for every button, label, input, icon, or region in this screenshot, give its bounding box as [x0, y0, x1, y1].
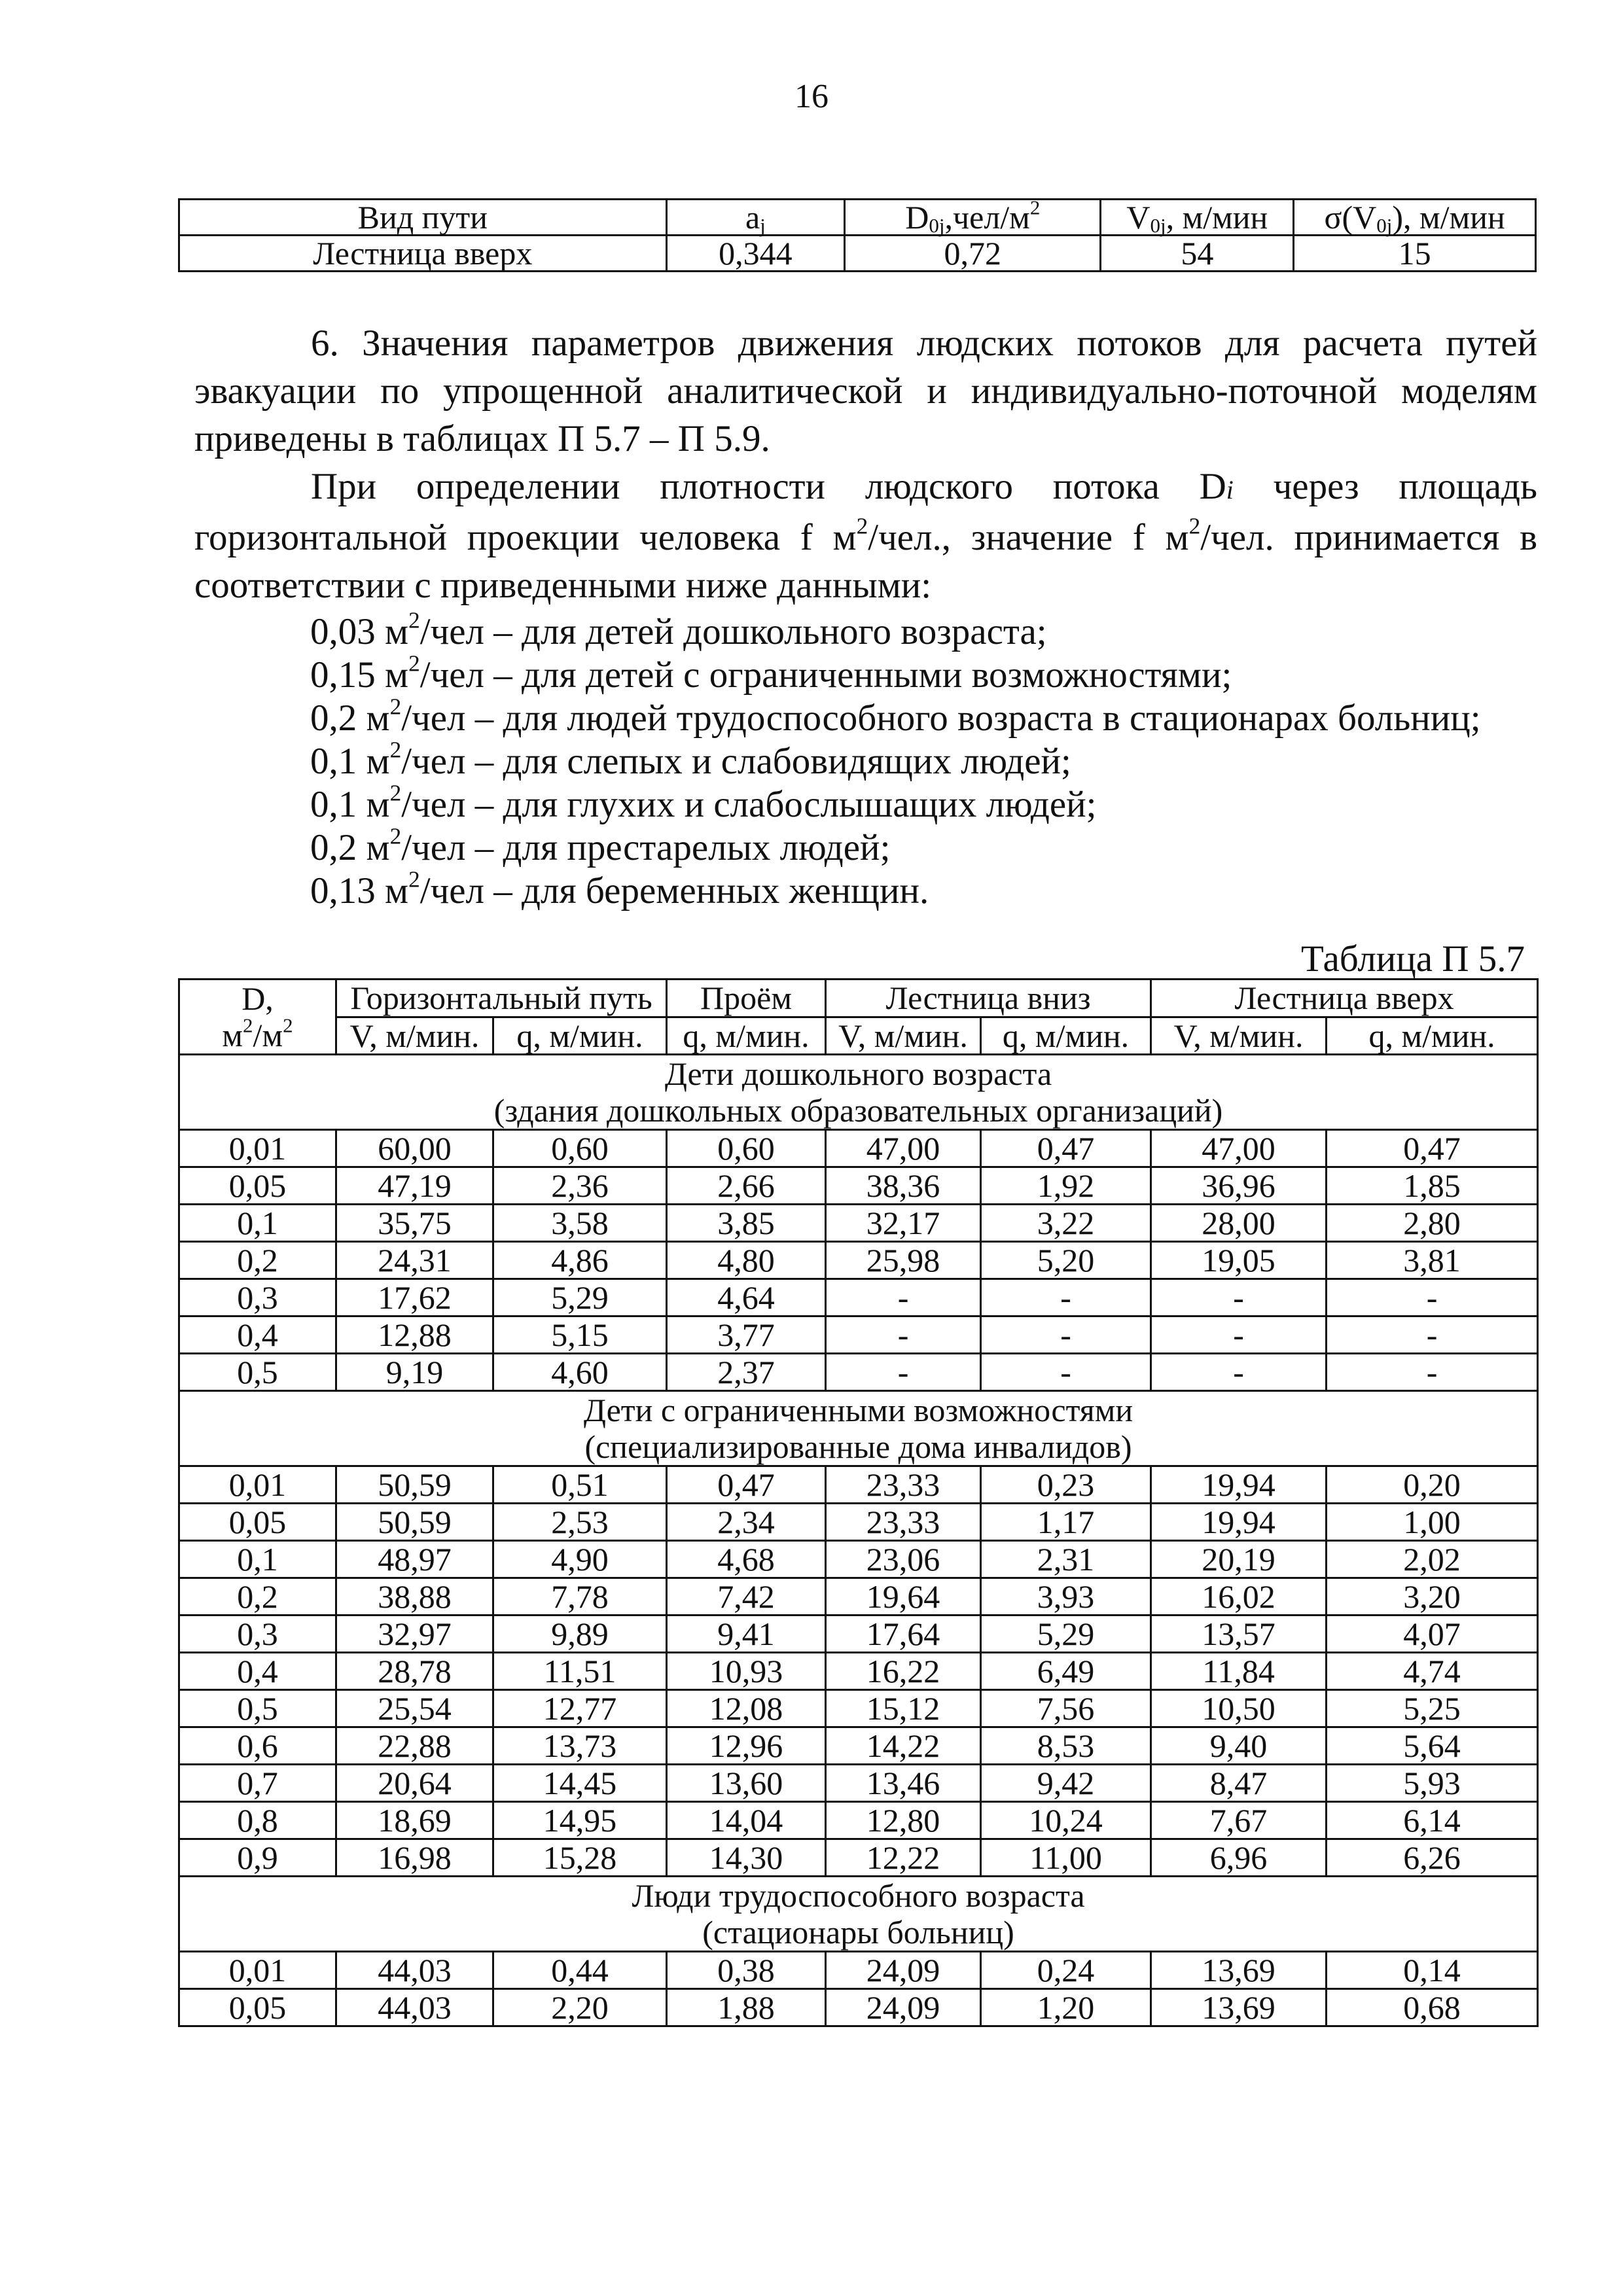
- value-cell: 1,88: [667, 1989, 826, 2026]
- cell: Лестница вверх: [179, 236, 667, 272]
- density-cell: 0,01: [179, 1130, 336, 1167]
- value-cell: 1,92: [981, 1167, 1151, 1205]
- value-cell: 2,31: [981, 1541, 1151, 1578]
- value-cell: 47,00: [826, 1130, 981, 1167]
- value-cell: 20,64: [336, 1765, 493, 1802]
- value-cell: -: [981, 1354, 1151, 1391]
- density-cell: 0,01: [179, 1952, 336, 1989]
- header-path-type: Вид пути: [179, 200, 667, 236]
- density-cell: 0,1: [179, 1541, 336, 1578]
- value-cell: 50,59: [336, 1466, 493, 1504]
- value-cell: 32,97: [336, 1616, 493, 1653]
- sub-header: V, м/мин.: [336, 1017, 493, 1055]
- value-cell: 2,20: [493, 1989, 667, 2026]
- value-cell: 13,57: [1151, 1616, 1327, 1653]
- value-cell: 9,41: [667, 1616, 826, 1653]
- value-cell: 15,12: [826, 1690, 981, 1727]
- table-row: [179, 1541, 1538, 1578]
- value-cell: 14,95: [493, 1802, 667, 1839]
- value-cell: 35,75: [336, 1205, 493, 1242]
- value-cell: 4,64: [667, 1279, 826, 1316]
- table-row: [179, 1578, 1538, 1616]
- value-cell: 24,09: [826, 1989, 981, 2026]
- density-cell: 0,1: [179, 1205, 336, 1242]
- density-cell: 0,3: [179, 1279, 336, 1316]
- value-cell: 20,19: [1151, 1541, 1327, 1578]
- value-cell: 11,84: [1151, 1653, 1327, 1690]
- value-cell: 12,08: [667, 1690, 826, 1727]
- value-cell: 16,02: [1151, 1578, 1327, 1616]
- section-title-line: Дети дошкольного возраста: [664, 1055, 1052, 1092]
- density-cell: 0,2: [179, 1242, 336, 1279]
- value-cell: 44,03: [336, 1989, 493, 2026]
- value-cell: 2,37: [667, 1354, 826, 1391]
- parameters-header-row: [179, 200, 1536, 236]
- paragraph-density: [194, 463, 1537, 609]
- parameters-data-row: [179, 236, 1536, 272]
- value-cell: 13,69: [1151, 1952, 1327, 1989]
- value-cell: 14,04: [667, 1802, 826, 1839]
- section-subtitle-line: (стационары больниц): [702, 1914, 1014, 1951]
- sub-header: V, м/мин.: [826, 1017, 981, 1055]
- section-title: [179, 1055, 1538, 1130]
- value-cell: 10,93: [667, 1653, 826, 1690]
- value-cell: 24,31: [336, 1242, 493, 1279]
- table-row: [179, 1653, 1538, 1690]
- value-cell: -: [1151, 1354, 1327, 1391]
- section-header-row: [179, 1391, 1538, 1466]
- group-header-row: [179, 980, 1538, 1017]
- value-cell: 3,81: [1327, 1242, 1538, 1279]
- header-horizontal: Горизонтальный путь: [336, 980, 667, 1017]
- value-cell: 13,46: [826, 1765, 981, 1802]
- value-cell: 4,80: [667, 1242, 826, 1279]
- value-cell: 5,20: [981, 1242, 1151, 1279]
- table-row: [179, 1952, 1538, 1989]
- value-cell: 38,36: [826, 1167, 981, 1205]
- value-cell: 0,47: [981, 1130, 1151, 1167]
- value-cell: 13,73: [493, 1727, 667, 1765]
- value-cell: 2,02: [1327, 1541, 1538, 1578]
- sub-header-row: [179, 1017, 1538, 1055]
- density-cell: 0,4: [179, 1653, 336, 1690]
- value-cell: 47,19: [336, 1167, 493, 1205]
- value-cell: -: [981, 1316, 1151, 1354]
- section-title-line: Дети с ограниченными возможностями: [583, 1392, 1133, 1428]
- value-cell: 5,25: [1327, 1690, 1538, 1727]
- cell: 54: [1101, 236, 1294, 272]
- value-cell: 0,14: [1327, 1952, 1538, 1989]
- value-cell: 6,14: [1327, 1802, 1538, 1839]
- section-title: [179, 1391, 1538, 1466]
- value-cell: 24,09: [826, 1952, 981, 1989]
- value-cell: 11,51: [493, 1653, 667, 1690]
- value-cell: 4,90: [493, 1541, 667, 1578]
- value-cell: 50,59: [336, 1504, 493, 1541]
- cell: 0,72: [845, 236, 1101, 272]
- value-cell: 19,64: [826, 1578, 981, 1616]
- movement-parameters-table: [178, 978, 1539, 2027]
- value-cell: 14,30: [667, 1839, 826, 1877]
- value-cell: 17,64: [826, 1616, 981, 1653]
- value-cell: 60,00: [336, 1130, 493, 1167]
- table-row: [179, 1354, 1538, 1391]
- value-cell: 36,96: [1151, 1167, 1327, 1205]
- value-cell: 12,96: [667, 1727, 826, 1765]
- value-cell: 0,47: [1327, 1130, 1538, 1167]
- value-cell: 47,00: [1151, 1130, 1327, 1167]
- value-cell: 7,56: [981, 1690, 1151, 1727]
- list-item: 0,2 $м^2$/чел – для людей трудоспособного возраста в стационарах больниц;: [310, 694, 1481, 739]
- value-cell: 0,60: [493, 1130, 667, 1167]
- value-cell: 19,94: [1151, 1466, 1327, 1504]
- page-number: 16: [794, 78, 829, 115]
- density-cell: 0,2: [179, 1578, 336, 1616]
- value-cell: 2,36: [493, 1167, 667, 1205]
- value-cell: 32,17: [826, 1205, 981, 1242]
- paragraph-text: 6. Значения параметров движения людских потоков для расчета путей эвакуации по упрощенной аналитической и индивидуально-поточной моделям приведены в таблицах П 5.7 – П 5.9.: [194, 323, 1537, 459]
- value-cell: 4,07: [1327, 1616, 1538, 1653]
- value-cell: 1,00: [1327, 1504, 1538, 1541]
- value-cell: 9,42: [981, 1765, 1151, 1802]
- value-cell: 0,23: [981, 1466, 1151, 1504]
- value-cell: 4,60: [493, 1354, 667, 1391]
- value-cell: 10,50: [1151, 1690, 1327, 1727]
- table-row: [179, 1205, 1538, 1242]
- value-cell: 11,00: [981, 1839, 1151, 1877]
- list-item: 0,15 $м^2$/чел – для детей с ограниченными возможностями;: [310, 650, 1232, 696]
- table-row: [179, 1616, 1538, 1653]
- value-cell: 12,88: [336, 1316, 493, 1354]
- value-cell: 0,44: [493, 1952, 667, 1989]
- header-d0j: $D_{0j},чел/м^2$: [845, 200, 1101, 236]
- value-cell: 9,19: [336, 1354, 493, 1391]
- density-cell: 0,7: [179, 1765, 336, 1802]
- value-cell: 5,64: [1327, 1727, 1538, 1765]
- value-cell: 0,20: [1327, 1466, 1538, 1504]
- value-cell: 13,69: [1151, 1989, 1327, 2026]
- density-cell: 0,8: [179, 1802, 336, 1839]
- value-cell: 1,17: [981, 1504, 1151, 1541]
- section-subtitle-line: (специализированные дома инвалидов): [584, 1428, 1132, 1465]
- table-row: [179, 1167, 1538, 1205]
- value-cell: 3,20: [1327, 1578, 1538, 1616]
- value-cell: 5,29: [981, 1616, 1151, 1653]
- value-cell: 7,67: [1151, 1802, 1327, 1839]
- table-row: [179, 1727, 1538, 1765]
- value-cell: -: [826, 1279, 981, 1316]
- list-item: 0,2 $м^2$/чел – для престарелых людей;: [310, 823, 891, 868]
- value-cell: 25,98: [826, 1242, 981, 1279]
- value-cell: 4,86: [493, 1242, 667, 1279]
- density-cell: 0,3: [179, 1616, 336, 1653]
- value-cell: 7,42: [667, 1578, 826, 1616]
- cell: 0,344: [666, 236, 844, 272]
- value-cell: 4,68: [667, 1541, 826, 1578]
- table-row: [179, 1279, 1538, 1316]
- section-header-row: [179, 1055, 1538, 1130]
- value-cell: 14,45: [493, 1765, 667, 1802]
- value-cell: 12,22: [826, 1839, 981, 1877]
- table-row: [179, 1504, 1538, 1541]
- value-cell: 6,96: [1151, 1839, 1327, 1877]
- value-cell: 23,33: [826, 1466, 981, 1504]
- header-a: $a_j$: [666, 200, 844, 236]
- section-title: [179, 1877, 1538, 1952]
- value-cell: 13,60: [667, 1765, 826, 1802]
- sub-header: q, м/мин.: [1327, 1017, 1538, 1055]
- value-cell: 2,53: [493, 1504, 667, 1541]
- value-cell: 19,94: [1151, 1504, 1327, 1541]
- sub-header: q, м/мин.: [667, 1017, 826, 1055]
- value-cell: 3,58: [493, 1205, 667, 1242]
- header-sigma: $\sigma(V_{0j})$, м/мин: [1294, 200, 1536, 236]
- value-cell: 28,00: [1151, 1205, 1327, 1242]
- table-row: [179, 1802, 1538, 1839]
- table-row: [179, 1466, 1538, 1504]
- density-cell: 0,05: [179, 1167, 336, 1205]
- density-cell: 0,5: [179, 1354, 336, 1391]
- density-cell: 0,6: [179, 1727, 336, 1765]
- value-cell: 38,88: [336, 1578, 493, 1616]
- value-cell: 12,77: [493, 1690, 667, 1727]
- list-item: 0,1 $м^2$/чел – для глухих и слабослышащих людей;: [310, 780, 1097, 825]
- section-subtitle-line: (здания дошкольных образовательных организаций): [493, 1092, 1223, 1129]
- value-cell: 4,74: [1327, 1653, 1538, 1690]
- value-cell: -: [826, 1316, 981, 1354]
- value-cell: 14,22: [826, 1727, 981, 1765]
- header-stairs-up: Лестница вверх: [1151, 980, 1538, 1017]
- value-cell: 3,77: [667, 1316, 826, 1354]
- value-cell: 10,24: [981, 1802, 1151, 1839]
- value-cell: 0,47: [667, 1466, 826, 1504]
- value-cell: 2,80: [1327, 1205, 1538, 1242]
- sub-header: V, м/мин.: [1151, 1017, 1327, 1055]
- paragraph-6: [194, 319, 1537, 463]
- parameters-table: [178, 198, 1537, 272]
- value-cell: 16,22: [826, 1653, 981, 1690]
- value-cell: 3,85: [667, 1205, 826, 1242]
- value-cell: 7,78: [493, 1578, 667, 1616]
- header-opening: Проём: [667, 980, 826, 1017]
- list-item: 0,03 $м^2$/чел – для детей дошкольного возраста;: [310, 607, 1047, 652]
- value-cell: 0,24: [981, 1952, 1151, 1989]
- value-cell: -: [1151, 1279, 1327, 1316]
- value-cell: 16,98: [336, 1839, 493, 1877]
- value-cell: 28,78: [336, 1653, 493, 1690]
- value-cell: 5,29: [493, 1279, 667, 1316]
- density-cell: 0,05: [179, 1504, 336, 1541]
- value-cell: 3,93: [981, 1578, 1151, 1616]
- density-cell: 0,9: [179, 1839, 336, 1877]
- value-cell: 2,34: [667, 1504, 826, 1541]
- header-density: D, $м^2/м^2$: [179, 980, 336, 1055]
- cell: 15: [1294, 236, 1536, 272]
- density-cell: 0,05: [179, 1989, 336, 2026]
- value-cell: 6,49: [981, 1653, 1151, 1690]
- value-cell: 6,26: [1327, 1839, 1538, 1877]
- value-cell: 0,68: [1327, 1989, 1538, 2026]
- value-cell: 5,15: [493, 1316, 667, 1354]
- value-cell: 1,20: [981, 1989, 1151, 2026]
- value-cell: 19,05: [1151, 1242, 1327, 1279]
- value-cell: 15,28: [493, 1839, 667, 1877]
- value-cell: 9,40: [1151, 1727, 1327, 1765]
- density-cell: 0,5: [179, 1690, 336, 1727]
- table-row: [179, 1316, 1538, 1354]
- density-cell: 0,01: [179, 1466, 336, 1504]
- value-cell: 25,54: [336, 1690, 493, 1727]
- value-cell: 3,22: [981, 1205, 1151, 1242]
- value-cell: 8,47: [1151, 1765, 1327, 1802]
- section-title-line: Люди трудоспособного возраста: [632, 1877, 1085, 1914]
- value-cell: 48,97: [336, 1541, 493, 1578]
- density-cell: 0,4: [179, 1316, 336, 1354]
- value-cell: 8,53: [981, 1727, 1151, 1765]
- table-row: [179, 1839, 1538, 1877]
- value-cell: 0,51: [493, 1466, 667, 1504]
- header-v0j: $V_{0j}$, м/мин: [1101, 200, 1294, 236]
- table-row: [179, 1242, 1538, 1279]
- paragraph-text: При определении плотности людского потока Di через площадь горизонтальной проекции человека f $м^2$/чел., значение f $м^2$/чел. принимается в соответствии с приведенными ниже данными:: [194, 466, 1538, 606]
- value-cell: 22,88: [336, 1727, 493, 1765]
- table-row: [179, 1765, 1538, 1802]
- table-caption: Таблица П 5.7: [1301, 938, 1525, 980]
- section-header-row: [179, 1877, 1538, 1952]
- value-cell: -: [1327, 1316, 1538, 1354]
- value-cell: 9,89: [493, 1616, 667, 1653]
- value-cell: 5,93: [1327, 1765, 1538, 1802]
- value-cell: -: [1151, 1316, 1327, 1354]
- sub-header: q, м/мин.: [493, 1017, 667, 1055]
- value-cell: 12,80: [826, 1802, 981, 1839]
- value-cell: 18,69: [336, 1802, 493, 1839]
- value-cell: 17,62: [336, 1279, 493, 1316]
- value-cell: 44,03: [336, 1952, 493, 1989]
- header-stairs-down: Лестница вниз: [826, 980, 1151, 1017]
- value-cell: 23,06: [826, 1541, 981, 1578]
- table-row: [179, 1989, 1538, 2026]
- value-cell: 2,66: [667, 1167, 826, 1205]
- value-cell: -: [1327, 1279, 1538, 1316]
- area-values-list: [310, 607, 1481, 913]
- value-cell: 1,85: [1327, 1167, 1538, 1205]
- value-cell: 0,60: [667, 1130, 826, 1167]
- list-item: 0,13 $м^2$/чел – для беременных женщин.: [310, 866, 929, 911]
- table-row: [179, 1690, 1538, 1727]
- value-cell: 0,38: [667, 1952, 826, 1989]
- list-item: 0,1 $м^2$/чел – для слепых и слабовидящих людей;: [310, 737, 1071, 782]
- value-cell: 23,33: [826, 1504, 981, 1541]
- value-cell: -: [981, 1279, 1151, 1316]
- sub-header: q, м/мин.: [981, 1017, 1151, 1055]
- value-cell: -: [1327, 1354, 1538, 1391]
- table-row: [179, 1130, 1538, 1167]
- value-cell: -: [826, 1354, 981, 1391]
